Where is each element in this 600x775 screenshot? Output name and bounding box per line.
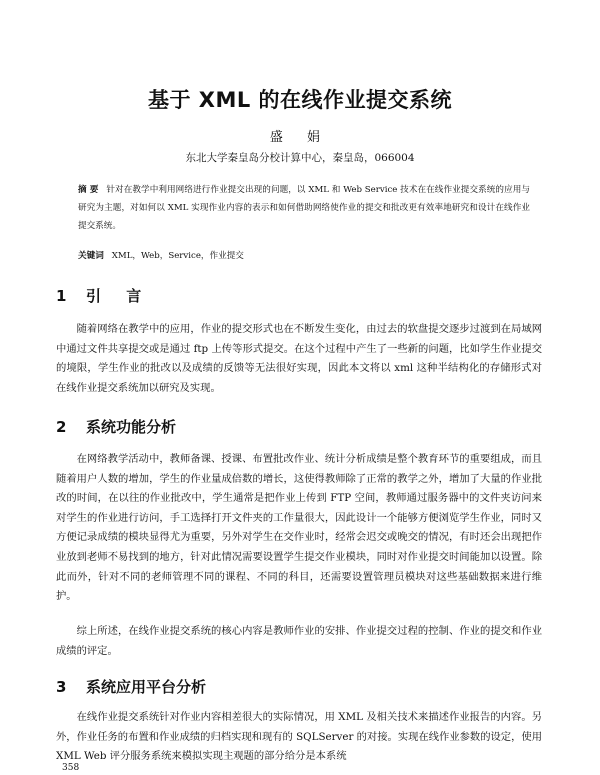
section-heading-3 [56, 676, 206, 697]
abstract [78, 181, 530, 235]
abstract-label: 摘 要 [78, 185, 99, 195]
section-2-paragraph-1: 在网络教学活动中，教师备课、授课、布置批改作业、统计分析成绩是整个教育环节的重要组成，而且随着用户人数的增加，学生的作业量成倍数的增长，这使得教师除了正常的教学之外，增加了大量的作业批改的时间，在以往的作业批改中，学生通常是把作业上传到 FTP 空间，教师通过服务器中的文件夹访问来对学生的作业进行访问，手工选择打开文件夹的工作量很大，因此设计一个能够方便浏览学生作业，同时又方便记录成绩的模块显得尤为重要，另外对学生在交作业时，经常会迟交或晚交的情况，有时还会出现把作业放到老师不易找到的地方，针对此情况需要设置学生提交作业模块，同时对作业提交时间能加以设置。除此而外，针对不同的老师管理不同的课程、不同的科目，还需要设置管理员模块对这些基础数据来进行维护。 [56, 453, 542, 603]
abstract-text: 针对在教学中利用网络进行作业提交出现的问题，以 XML 和 Web Service 技术在在线作业提交系统的应用与研究为主题，对如何以 XML 实现作业内容的表示和如何借助网络使作业的提交和批改更有效率地研究和设计在线作业提交系统。 [78, 185, 530, 231]
section-number: 1 [56, 287, 77, 305]
section-3-paragraph-1: 在线作业提交系统针对作业内容相差很大的实际情况，用 XML 及相关技术来描述作业报告的内容。另外，作业任务的布置和作业成绩的归档实现和现有的 SQLServer 的对接。实现在线作业参数的设定，使用 XML Web 评分服务系统来模拟实现主观题的部分给分是本系统 [56, 711, 542, 763]
author-name: 盛 娟 [269, 130, 331, 145]
paper-title: 基于 XML 的在线作业提交系统 [147, 88, 453, 112]
section-heading-1 [56, 285, 151, 306]
keywords-text: XML，Web，Service，作业提交 [111, 251, 244, 261]
section-title: 系统应用平台分析 [86, 678, 207, 696]
page-number: 358 [62, 763, 80, 773]
author-affiliation: 东北大学秦皇岛分校计算中心，秦皇岛，066004 [185, 152, 415, 164]
section-1-paragraph-1: 随着网络在教学中的应用，作业的提交形式也在不断发生变化，由过去的软盘提交逐步过渡到在局域网中通过文件共享提交或是通过 ftp 上传等形式提交。在这个过程中产生了一些新的问题，比如学生作业提交的境限，学生作业的批改以及成绩的反馈等无法很好实现，因此本文将以 xml 这种半结构化的存储形式对在线作业提交系统加以研究及实现。 [56, 323, 542, 394]
section-title: 引 言 [86, 287, 152, 305]
section-2-paragraph-2: 综上所述，在线作业提交系统的核心内容是教师作业的安排、作业提交过程的控制、作业的提交和作业成绩的评定。 [56, 625, 542, 657]
keywords-label: 关键词 [78, 251, 104, 261]
section-number: 3 [56, 678, 67, 696]
section-title: 系统功能分析 [86, 418, 177, 436]
keywords [78, 247, 530, 265]
section-heading-2 [56, 416, 176, 437]
section-number: 2 [56, 418, 67, 436]
